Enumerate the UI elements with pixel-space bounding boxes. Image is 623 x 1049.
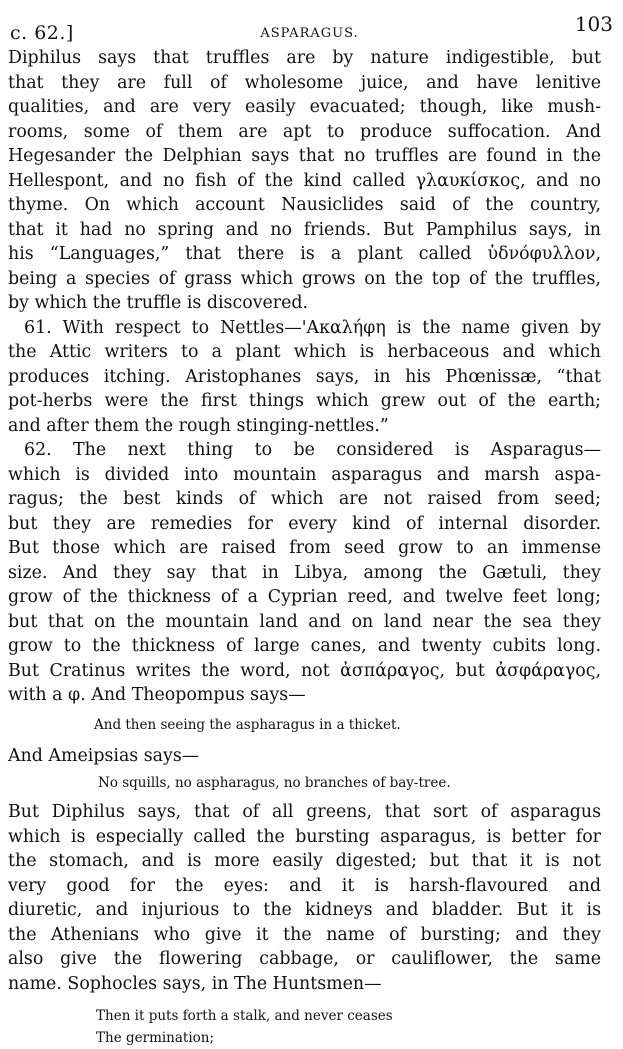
- text-line: 62. The next thing to be considered is Asparagus—: [24, 440, 601, 460]
- text-line: Diphilus says that truffles are by nature indigestible, but: [8, 48, 601, 68]
- running-title: ASPARAGUS.: [260, 26, 359, 41]
- running-header: [6, 10, 613, 44]
- text-line: the Attic writers to a plant which is herbaceous and which: [8, 342, 601, 362]
- text-line: size. And they say that in Libya, among the Gætuli, they: [8, 562, 601, 583]
- text-line: and after them the rough stinging-nettles.”: [8, 415, 389, 436]
- section-reference: c. 62.]: [10, 22, 74, 44]
- text-line: very good for the eyes: and it is harsh-flavoured and: [8, 875, 601, 896]
- text-line: but that on the mountain land and on land near the sea they: [8, 611, 601, 632]
- text-line: 61. With respect to Nettles—'Ακαλήφη is the name given by: [24, 317, 601, 338]
- text-line: that it had no spring and no friends. But Pamphilus says, in: [8, 219, 601, 240]
- paragraph-bursting-asparagus: [8, 800, 601, 996]
- text-line: grow to the thickness of large canes, and twenty cubits long.: [8, 636, 601, 656]
- text-line: but they are remedies for every kind of internal disorder.: [8, 513, 601, 534]
- verse-quote-ameipsias: No squills, no aspharagus, no branches of bay-tree.: [98, 775, 451, 791]
- text-line-ameipsias: And Ameipsias says—: [8, 745, 200, 766]
- verse-line: Then it puts forth a stalk, and never ceases: [96, 1008, 393, 1024]
- text-line: diuretic, and injurious to the kidneys and bladder. But it is: [8, 900, 601, 920]
- text-line: produces itching. Aristophanes says, in his Phœnissæ, “that: [8, 366, 601, 387]
- page-body: [8, 46, 601, 1049]
- text-line: But Diphilus says, that of all greens, that sort of asparagus: [8, 802, 601, 822]
- verse-quote-sophocles: [8, 1005, 601, 1049]
- text-line: grow of the thickness of a Cyprian reed, and twelve feet long;: [8, 587, 601, 607]
- text-line: that they are full of wholesome juice, and have lenitive: [8, 72, 601, 93]
- text-line: thyme. On which account Nausiclides said of the country,: [8, 195, 601, 215]
- text-line: ragus; the best kinds of which are not raised from seed;: [8, 489, 601, 509]
- page-number: 103: [574, 12, 613, 36]
- text-line: But Cratinus writes the word, not ἀσπάραγος, but ἀσφάραγος,: [8, 660, 601, 681]
- text-line: his “Languages,” that there is a plant called ὑδνόφυλλον,: [8, 244, 601, 264]
- text-line: Hegesander the Delphian says that no truffles are found in the: [8, 146, 601, 166]
- text-line: the Athenians who give it the name of bursting; and they: [8, 924, 601, 945]
- text-line: qualities, and are very easily evacuated; though, like mush-: [8, 97, 601, 117]
- text-line: rooms, some of them are apt to produce suffocation. And: [8, 121, 601, 142]
- verse-line: The germination;: [96, 1030, 215, 1046]
- text-line: pot-herbs were the first things which grew out of the earth;: [8, 391, 601, 411]
- paragraph-asparagus: [8, 438, 601, 708]
- text-line: name. Sophocles says, in The Huntsmen—: [8, 973, 382, 994]
- text-line: also give the flowering cabbage, or cauliflower, the same: [8, 949, 601, 969]
- text-line: being a species of grass which grows on the top of the truffles,: [8, 268, 601, 289]
- verse-quote-theopompus: And then seeing the aspharagus in a thicket.: [94, 716, 401, 733]
- text-line: with a φ. And Theopompus says—: [8, 685, 306, 705]
- paragraph-nettles: [8, 316, 601, 439]
- paragraph-truffles: [8, 46, 601, 316]
- text-line: which is especially called the bursting asparagus, is better for: [8, 826, 601, 847]
- text-line: Hellespont, and no fish of the kind called γλαυκίσκος, and no: [8, 170, 601, 191]
- text-line: the stomach, and is more easily digested; but that it is not: [8, 851, 601, 871]
- text-line: But those which are raised from seed grow to an immense: [8, 538, 601, 558]
- text-line: by which the truffle is discovered.: [8, 293, 309, 313]
- text-line: which is divided into mountain asparagus and marsh aspa-: [8, 464, 601, 485]
